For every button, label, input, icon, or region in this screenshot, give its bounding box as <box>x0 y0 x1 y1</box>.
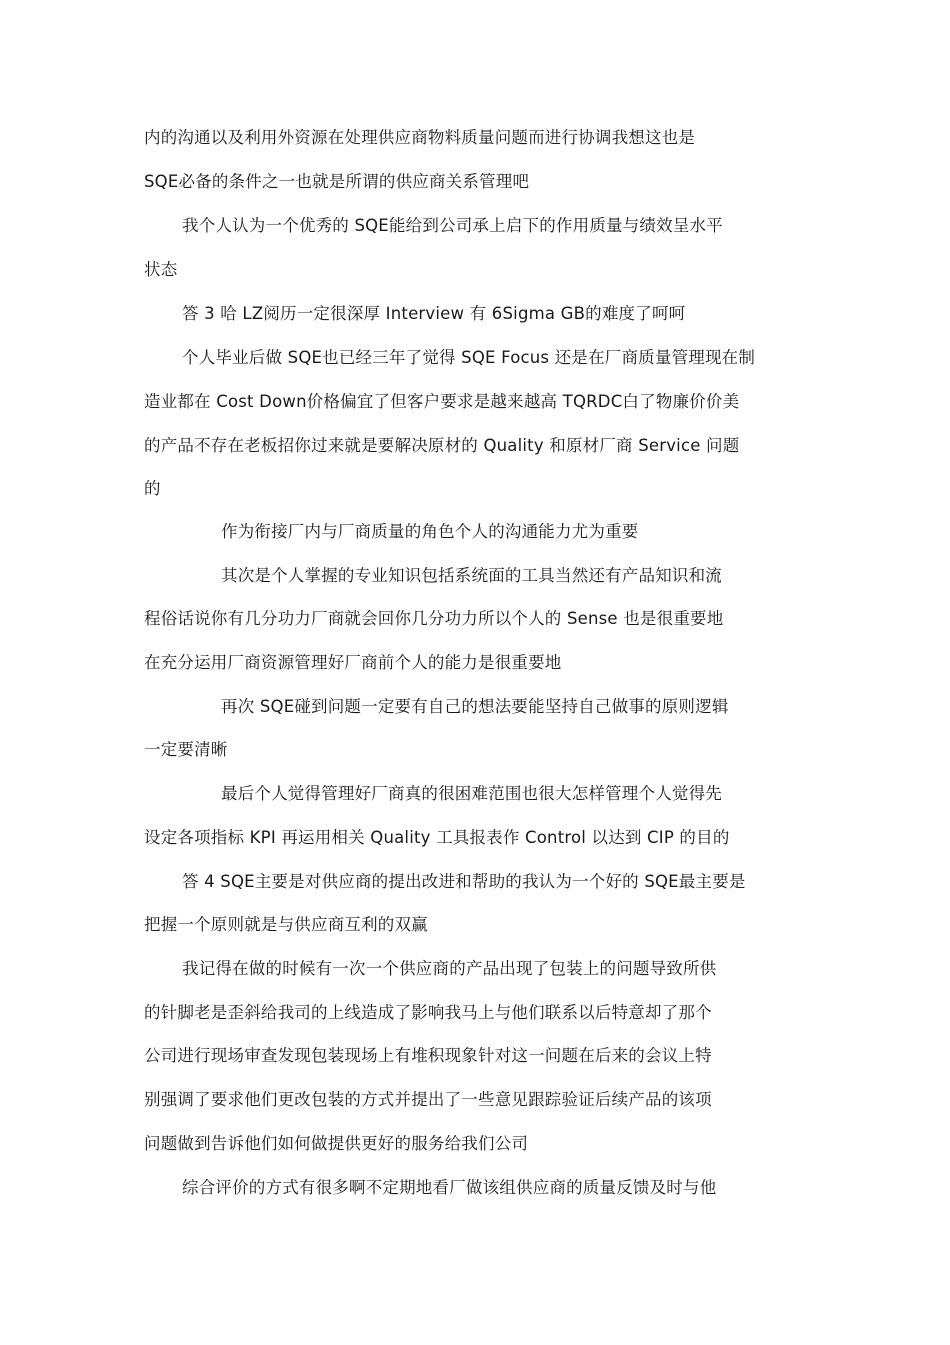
text-line: 造业都在 Cost Down价格偏宜了但客户要求是越来越高 TQRDC白了物廉价价美 <box>144 392 740 411</box>
text-line: 最后个人觉得管理好厂商真的很困难范围也很大怎样管理个人觉得先 <box>221 784 722 803</box>
text-line: 内的沟通以及利用外资源在处理供应商物料质量问题而进行协调我想这也是 <box>144 128 696 147</box>
text-line: 的产品不存在老板招你过来就是要解决原材的 Quality 和原材厂商 Service 问题 <box>144 436 740 455</box>
text-line: 别强调了要求他们更改包装的方式并提出了一些意见跟踪验证后续产品的该项 <box>144 1090 712 1109</box>
text-line: 公司进行现场审查发现包装现场上有堆积现象针对这一问题在后来的会议上特 <box>144 1046 712 1065</box>
text-line: 在充分运用厂商资源管理好厂商前个人的能力是很重要地 <box>144 653 562 672</box>
text-line: 其次是个人掌握的专业知识包括系统面的工具当然还有产品知识和流 <box>221 566 722 585</box>
text-line: 答 4 SQE主要是对供应商的提出改进和帮助的我认为一个好的 SQE最主要是 <box>182 872 746 891</box>
text-line: 问题做到告诉他们如何做提供更好的服务给我们公司 <box>144 1134 529 1153</box>
text-line: 我个人认为一个优秀的 SQE能给到公司承上启下的作用质量与绩效呈水平 <box>182 216 723 235</box>
text-line: SQE必备的条件之一也就是所谓的供应商关系管理吧 <box>144 172 530 191</box>
text-line: 综合评价的方式有很多啊不定期地看厂做该组供应商的质量反馈及时与他 <box>182 1178 717 1197</box>
text-line: 设定各项指标 KPI 再运用相关 Quality 工具报表作 Control 以达到 CIP 的目的 <box>144 828 730 847</box>
text-line: 程俗话说你有几分功力厂商就会回你几分功力所以个人的 Sense 也是很重要地 <box>144 609 724 628</box>
text-line: 把握一个原则就是与供应商互利的双赢 <box>144 915 428 934</box>
text-line: 答 3 哈 LZ阅历一定很深厚 Interview 有 6Sigma GB的难度了呵呵 <box>182 304 686 323</box>
text-line: 的 <box>144 479 161 498</box>
text-line: 状态 <box>144 260 178 279</box>
text-line: 的针脚老是歪斜给我司的上线造成了影响我马上与他们联系以后特意却了那个 <box>144 1003 712 1022</box>
text-line: 我记得在做的时候有一次一个供应商的产品出现了包装上的问题导致所供 <box>182 959 717 978</box>
text-line: 个人毕业后做 SQE也已经三年了觉得 SQE Focus 还是在厂商质量管理现在制 <box>182 348 756 367</box>
text-line: 再次 SQE碰到问题一定要有自己的想法要能坚持自己做事的原则逻辑 <box>221 697 729 716</box>
text-line: 作为衔接厂内与厂商质量的角色个人的沟通能力尤为重要 <box>221 522 639 541</box>
text-line: 一定要清晰 <box>144 740 228 759</box>
